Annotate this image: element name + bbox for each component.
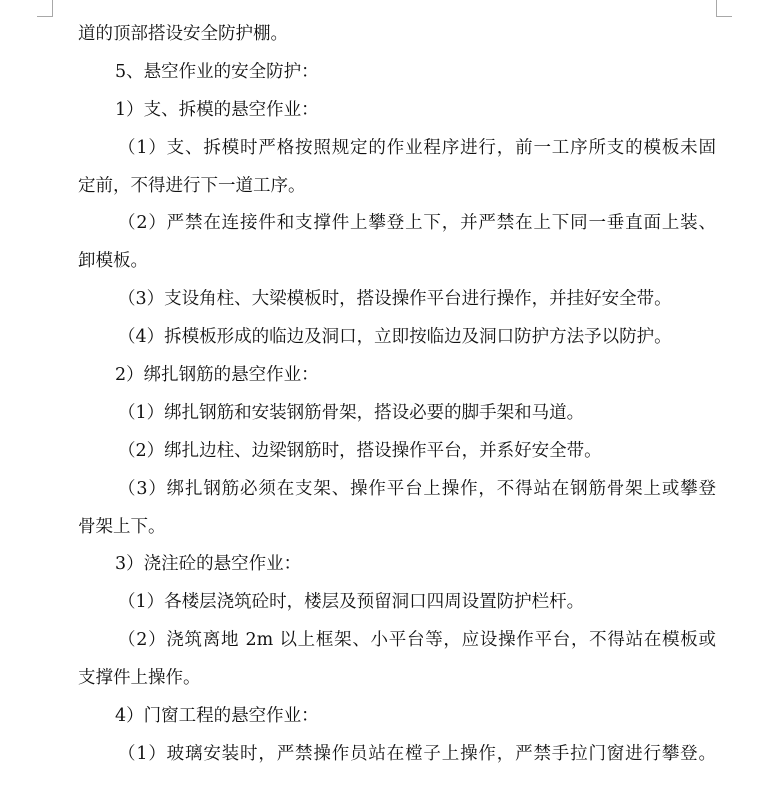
text-line: 支撑件上操作。 [78, 668, 201, 689]
text-line: （1）支、拆模时严格按照规定的作业程序进行，前一工序所支的模板未固 [118, 137, 716, 158]
text-line: （2）绑扎边柱、边梁钢筋时，搭设操作平台，并系好安全带。 [118, 440, 602, 461]
text-line: 卸模板。 [78, 251, 148, 272]
margin-corner-mark-right [716, 16, 732, 17]
text-line: 2）绑扎钢筋的悬空作业： [115, 365, 319, 386]
margin-corner-mark-right [716, 0, 717, 16]
margin-corner-mark-left [37, 16, 53, 17]
text-line: 4）门窗工程的悬空作业： [115, 706, 319, 727]
text-line: 定前，不得进行下一道工序。 [78, 175, 306, 196]
text-line: 1）支、拆模的悬空作业： [115, 99, 319, 120]
text-line: （4）拆模板形成的临边及洞口，立即按临边及洞口防护方法予以防护。 [118, 327, 672, 348]
text-line: （3）绑扎钢筋必须在支架、操作平台上操作，不得站在钢筋骨架上或攀登 [118, 478, 716, 499]
text-line: （2）严禁在连接件和支撑件上攀登上下，并严禁在上下同一垂直面上装、 [118, 213, 716, 234]
margin-corner-mark-left [52, 0, 53, 16]
text-line: （3）支设角柱、大梁模板时，搭设操作平台进行操作，并挂好安全带。 [118, 289, 672, 310]
text-line: （1）玻璃安装时，严禁操作员站在樘子上操作，严禁手拉门窗进行攀登。 [118, 743, 716, 764]
text-line: 道的顶部搭设安全防护棚。 [78, 24, 288, 44]
text-line: （1）绑扎钢筋和安装钢筋骨架，搭设必要的脚手架和马道。 [118, 402, 585, 423]
text-line: 骨架上下。 [78, 516, 166, 537]
document-body [78, 16, 716, 774]
text-line: 3）浇注砼的悬空作业： [115, 554, 302, 575]
text-line: （2）浇筑离地 2m 以上框架、小平台等，应设操作平台，不得站在模板或 [118, 630, 716, 651]
text-line: （1）各楼层浇筑砼时，楼层及预留洞口四周设置防护栏杆。 [118, 592, 585, 613]
text-line: 5、悬空作业的安全防护： [115, 61, 319, 82]
